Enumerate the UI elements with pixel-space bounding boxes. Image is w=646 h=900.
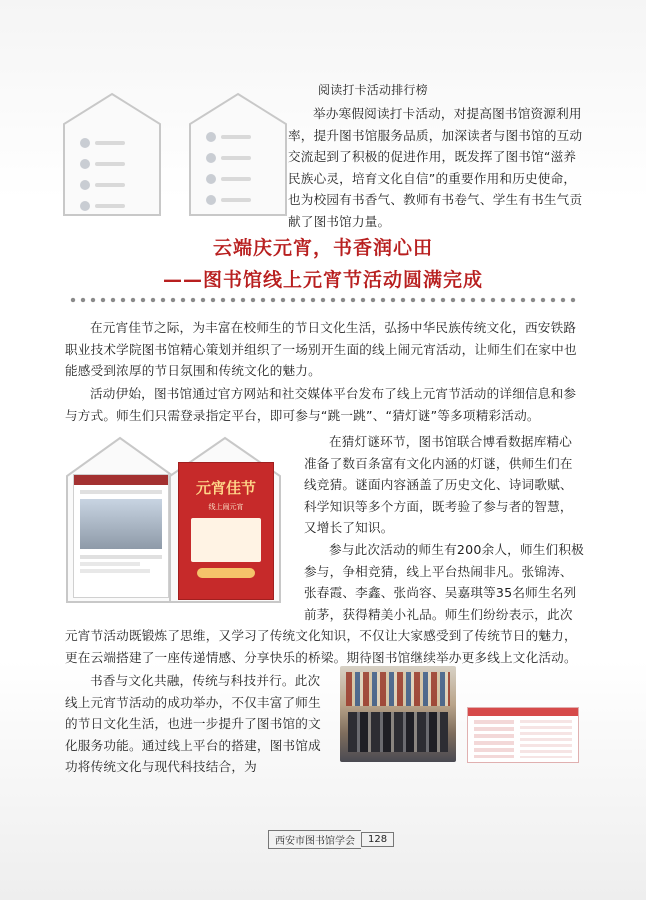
poster-title: 元宵佳节 xyxy=(195,479,256,497)
article-title: 云端庆元宵，书香润心田 xyxy=(212,237,433,259)
ranking-screenshot-frame-left xyxy=(62,92,162,217)
article-subtitle: ——图书馆线上元宵节活动圆满完成 xyxy=(162,269,483,291)
list-item xyxy=(80,195,125,216)
dotted-divider xyxy=(68,297,578,303)
list-item xyxy=(80,174,125,195)
list-item xyxy=(80,132,125,153)
list-item xyxy=(206,126,251,147)
winners-list-image xyxy=(467,707,579,763)
list-item xyxy=(206,189,251,210)
website-screenshot-frame xyxy=(65,436,175,604)
list-item xyxy=(80,153,125,174)
poster-subtitle: 线上闹元宵 xyxy=(208,503,244,511)
paragraph-2: 活动伊始，图书馆通过官方网站和社交媒体平台发布了线上元宵节活动的详细信息和参与方式。师生们只需登录指定平台，即可参与“跳一跳”、“猜灯谜”等多项精彩活动。 xyxy=(65,386,577,423)
paragraph-5: 元宵节活动既锻炼了思维，又学习了传统文化知识，不仅让大家感受到了传统节日的魅力，更在云端搭建了一座传递情感、分享快乐的桥梁。期待图书馆继续举办更多线上文化活动。 xyxy=(65,628,577,665)
paragraph-1: 在元宵佳节之际，为丰富在校师生的节日文化生活，弘扬中华民族传统文化，西安铁路职业技术学院图书馆精心策划并组织了一场别开生面的线上闹元宵活动，让师生们在家中也能感受到浓厚的节日氛围和传统文化的魅力。 xyxy=(65,320,577,378)
lantern-festival-poster xyxy=(178,462,274,600)
list-item xyxy=(206,168,251,189)
publisher-label: 西安市图书馆学会 xyxy=(268,830,361,849)
paragraph-3: 在猜灯谜环节，图书馆联合博看数据库精心准备了数百条富有文化内涵的灯谜，供师生们在线竞猜。谜面内容涵盖了历史文化、诗词歌赋、科学知识等多个方面，既考验了参与者的智慧，又增长了知识。 xyxy=(304,434,573,535)
ranking-screenshot-frame-right xyxy=(188,92,288,217)
library-website-screenshot xyxy=(73,474,169,598)
paragraph-4: 参与此次活动的师生有200余人，师生们积极参与，争相竞猜，线上平台热闹非凡。张锦涛、张春霞、李鑫、张尚容、吴嘉琪等35名师生名列前茅，获得精美小礼品。师生们纷纷表示，此次 xyxy=(304,542,584,622)
poster-screenshot-frame xyxy=(168,436,282,604)
ranking-list-right xyxy=(206,126,251,210)
page-footer xyxy=(268,830,394,849)
list-item xyxy=(206,147,251,168)
intro-paragraph: 举办寒假阅读打卡活动，对提高图书馆资源利用率，提升图书馆服务品质，加深读者与图书馆的互动交流起到了积极的促进作用，既发挥了图书馆“滋养民族心灵，培育文化自信”的重要作用和历史使命，也为校园有书香气、教师有书卷气、学生有书生气贡献了图书馆力量。 xyxy=(288,106,583,229)
group-photo-in-library xyxy=(340,666,456,762)
paragraph-6: 书香与文化共融，传统与科技并行。此次线上元宵节活动的成功举办，不仅丰富了师生的节日文化生活，也进一步提升了图书馆的文化服务功能。通过线上平台的搭建，图书馆成功将传统文化与现代科技结合，为 xyxy=(65,673,321,774)
ranking-caption: 阅读打卡活动排行榜 xyxy=(318,83,428,97)
page-number: 128 xyxy=(361,832,394,847)
ranking-list-left xyxy=(80,132,125,216)
